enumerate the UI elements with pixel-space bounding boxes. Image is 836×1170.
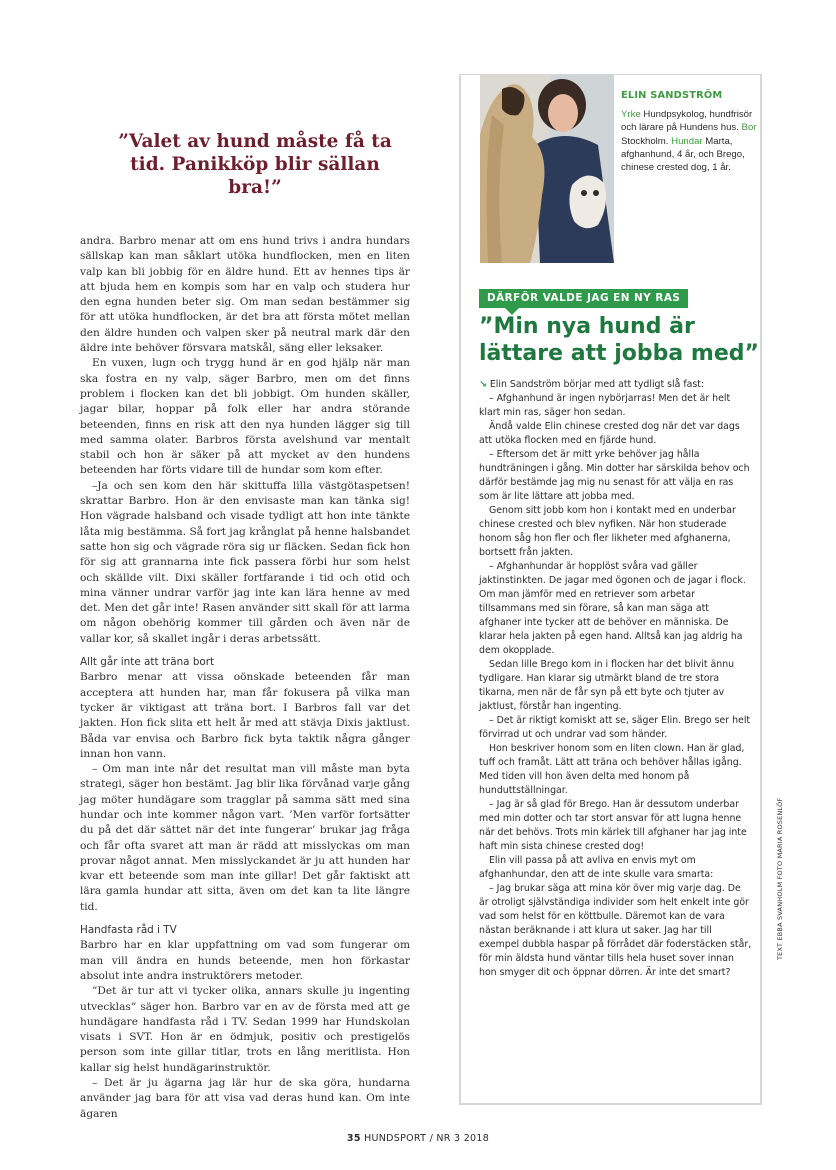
- bio-name: ELIN SANDSTRÖM: [621, 90, 723, 101]
- article-paragraph: – Det är ju ägarna jag lär hur de ska göra, hundarna använder jag bara för att visa vad deras hund kan. Om inte ägaren: [80, 1077, 410, 1120]
- sidebar-paragraph: – Jag brukar säga att mina kör över mig varje dag. De är otroligt självständiga individer som helt enkelt inte gör vad som helst för en köttbulle. Däremot kan de vara nästan beräknande i att klura ut saker. Jag har till exempel dubbla haspar på förrådet där foderstäcken står, för min äldsta hund väntar tills hela huset sover innan hon smyger dit och öppnar dörren. Är inte det smart?: [479, 883, 752, 978]
- magazine-name: HUNDSPORT: [364, 1133, 427, 1144]
- sidebar-box: [459, 74, 762, 1105]
- article-paragraph: ”Det är tur att vi tycker olika, annars skulle ju ingenting utvecklas” säger hon. Barbro var en av de första med att ge hundägare handfasta råd i TV. Sedan 1999 har Hundskolan visats i SVT. Hon är en ödmjuk, positiv och prestigelös person som inte gillar titlar, trots en lång meritlista. Hon kallar sig helst hundägarinstruktör.: [80, 985, 410, 1074]
- sidebar-paragraph: Genom sitt jobb kom hon i kontakt med en underbar chinese crested och blev nyfiken. När hon studerade honom såg hon fler och fler likheter med afghanerna, bortsett från jakten.: [479, 505, 736, 558]
- portrait-photo-image: [480, 75, 614, 263]
- article-subheading: Allt går inte att träna bort: [80, 656, 215, 669]
- section-tag: DÄRFÖR VALDE JAG EN NY RAS: [479, 289, 688, 308]
- photo-credit: TEXT EBBA SVANHOLM FOTO MARIA ROSENLÖF: [776, 797, 784, 960]
- article-subheading: Handfasta råd i TV: [80, 924, 177, 937]
- article-paragraph: – Om man inte når det resultat man vill måste man byta strategi, säger hon bestämt. Jag blir lika förvånad varje gång jag möter hundägare som tragglar på samma sätt med sina hundar och inte kommer någon vart. ’Men varför fortsätter du på det där sättet när det inte fungerar’ brukar jag fråga och får ofta svaret att man är rädd att misslyckas om man provar något annat. Men misslyckandet är ju att hunden har kvar ett beteende som man inte gillar! Det går faktiskt att lära gamla hundar att sitta, även om det kan ta lite längre tid.: [80, 763, 410, 913]
- bio-label-bor: Bor: [741, 122, 757, 134]
- pull-quote: ”Valet av hund måste få ta tid. Panikköp blir sällan bra!”: [118, 131, 392, 198]
- bio-label-yrke: Yrke: [621, 109, 641, 121]
- sidebar-paragraph: – Det är riktigt komiskt att se, säger Elin. Brego ser helt förvirrad ut och undrar vad som händer.: [479, 715, 751, 740]
- article-body-column: [80, 234, 410, 1122]
- sidebar-paragraph: – Eftersom det är mitt yrke behöver jag hålla hundträningen i gång. Min dotter har särskilda behov och därför bestämde jag mig nu senast för att välja en ras som är lite lättare att jobba med.: [479, 449, 750, 502]
- bio-box: [621, 89, 759, 174]
- sidebar-paragraph: Ändå valde Elin chinese crested dog när det var dags att utöka flocken med en fjärde hund.: [479, 421, 740, 446]
- bio-bor: Stockholm.: [621, 135, 669, 147]
- sidebar-paragraph: – Jag är så glad för Brego. Han är dessutom underbar med min dotter och tar stort ansvar för att lugna henne när det behövs. Trots min kärlek till afghaner har jag inte haft min sista chinese crested dog!: [479, 799, 747, 852]
- article-paragraph: En vuxen, lugn och trygg hund är en god hjälp när man ska fostra en ny valp, säger Barbro, men om det finns problem i flocken kan det bli jobbigt. Om hunden skäller, jagar bilar, hoppar på folk eller har andra störande beteenden, finns en risk att den nya hunden lägger sig till med samma olater. Barbros första avelshund var mentalt stabil och hon är säker på att mycket av den hundens beteenden har förts vidare till de hundar som kom efter.: [80, 357, 410, 477]
- article-paragraph: –Ja och sen kom den här skittuffa lilla västgötaspetsen! skrattar Barbro. Hon är den envisaste man kan tänka sig! Hon vägrade halsband och visade tydligt att hon inte tänkte låta mig bestämma. Så fort jag krånglat på henne halsbandet satte hon sig och vägrade röra sig ur fläcken. Sedan fick hon för sig att grannarna inte fick passera förbi hur som helst och skällde vilt. Dixi skäller fortfarande i tid och otid och mina vänner undrar varför jag inte kan lära henne av med det. Men det går inte! Rasen använder sitt skall för att larma om någon obehörig kommer till gården och även när de vallar kor, så skallet ingår i deras arbetssätt.: [80, 479, 410, 645]
- sidebar-paragraph: – Afghanhundar är hopplöst svåra vad gäller jaktinstinkten. De jagar med ögonen och de jagar i flock. Om man jämför med en retriever som arbetar tillsammans med sin förare, så kan man säga att afghaner inte tycker att de behöver en människa. De klarar hela jakten på egen hand. Alltså kan jag aldrig ha dem okopplade.: [479, 561, 746, 656]
- article-paragraph: Barbro menar att vissa oönskade beteenden får man acceptera att hunden har, man får fokusera på vilka man tycker är viktigast att träna bort. I Barbros fall var det jakten. Hon fick slita ett helt år med att stävja Dixis jaktlust. Båda var envisa och Barbro fick byta taktik några gånger innan hon vann.: [80, 671, 410, 760]
- lead-arrow-icon: ↘: [479, 379, 487, 390]
- article-paragraph: andra. Barbro menar att om ens hund trivs i andra hundars sällskap kan man såklart utöka hundflocken, men en liten valp kan bli jobbig för en äldre hund. Ett av hennes tips är att bjuda hem en kompis som har en valp och studera hur den egna hunden beter sig. Om man sedan bestämmer sig för att utöka hundflocken, är det bra att första mötet mellan den äldre hunden och valpen sker på neutral mark där den äldre inte behöver försvara matskål, säng eller leksaker.: [80, 235, 410, 355]
- sidebar-lead-text: Elin Sandström börjar med att tydligt slå fast:: [489, 379, 705, 390]
- sidebar-body: [479, 378, 753, 980]
- article-paragraph: Barbro har en klar uppfattning om vad som fungerar om man vill ändra en hunds beteende, men hon förkastar absolut inte andra instruktörers metoder.: [80, 939, 410, 982]
- bio-label-hundar: Hundar: [671, 135, 703, 147]
- issue-number: / NR 3 2018: [429, 1133, 490, 1144]
- sidebar-paragraph: Hon beskriver honom som en liten clown. Han är glad, tuff och framåt. Lätt att träna och behöver hållas igång. Med tiden vill hon även delta med honom på hunduttställningar.: [479, 743, 745, 796]
- sidebar-paragraph: Sedan lille Brego kom in i flocken har det blivit ännu tydligare. Han klarar sig utmärkt bland de tre stora tikarna, men när de får syn på ett byte och tjuter av jaktlust, förstår han ingenting.: [479, 659, 735, 712]
- bio-text: [621, 108, 759, 174]
- portrait-photo: [480, 75, 614, 263]
- page-footer: [0, 1133, 836, 1144]
- bio-hundar: Marta, afghanhund, 4 år, och Brego, chinese crested dog, 1 år.: [621, 135, 745, 174]
- sidebar-paragraph: Elin vill passa på att avliva en envis myt om afghanhundar, den att de inte skulle vara smarta:: [479, 855, 714, 880]
- sidebar-paragraph: [479, 378, 753, 392]
- sidebar-headline: ”Min nya hund är lättare att jobba med”: [479, 314, 759, 366]
- sidebar-paragraph: – Afghanhund är ingen nybörjarras! Men det är helt klart min ras, säger hon sedan.: [479, 393, 731, 418]
- bio-yrke: Hundpsykolog, hundfrisör och lärare på Hundens hus.: [621, 109, 753, 134]
- page-number: 35: [346, 1133, 361, 1144]
